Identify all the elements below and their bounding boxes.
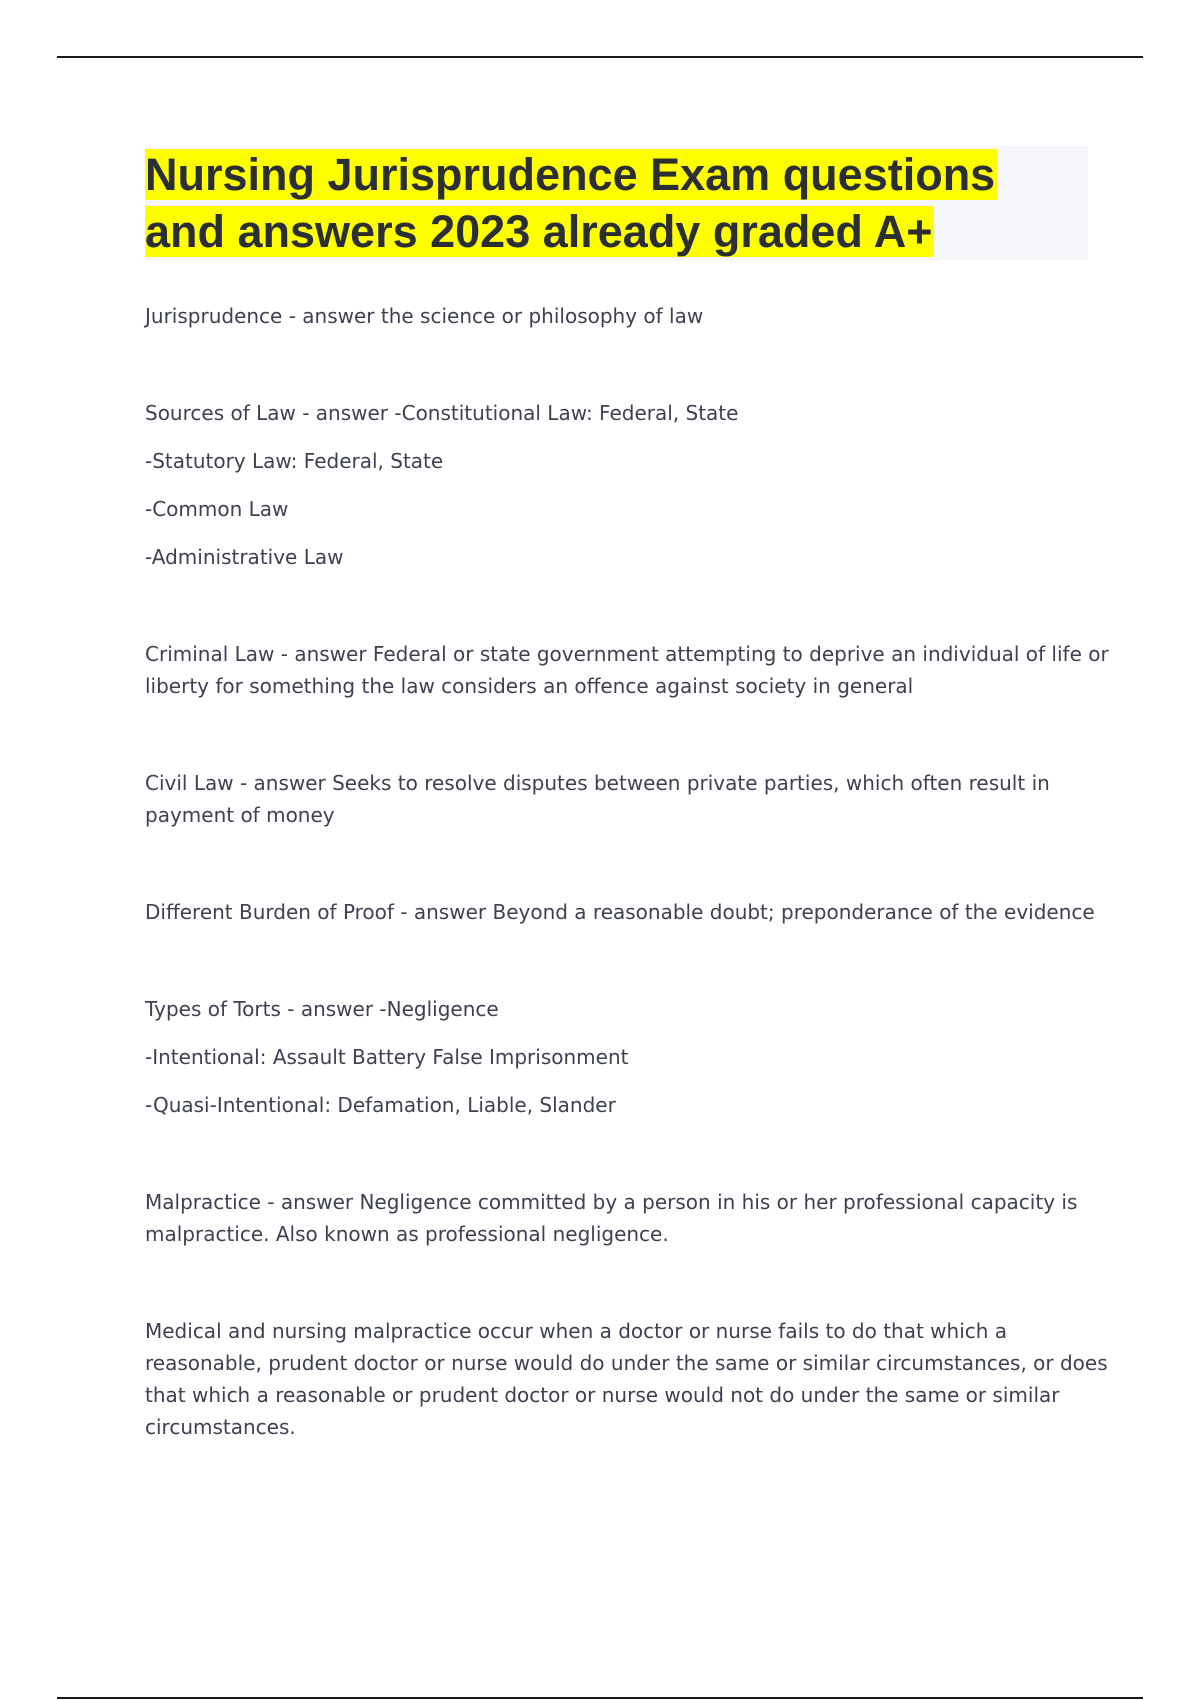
- medical-malpractice-line-2: reasonable, prudent doctor or nurse would do under the same or similar circumstances, or does: [145, 1351, 1108, 1375]
- entry-civil-law: [145, 767, 1095, 831]
- title-line-1: Nursing Jurisprudence Exam questions: [145, 149, 996, 200]
- malpractice-line-2: malpractice. Also known as professional negligence.: [145, 1222, 669, 1246]
- medical-malpractice-line-4: circumstances.: [145, 1415, 296, 1439]
- sources-line-4: -Administrative Law: [145, 545, 344, 569]
- entry-jurisprudence: Jurisprudence - answer the science or philosophy of law: [145, 304, 704, 328]
- torts-line-3: -Quasi-Intentional: Defamation, Liable, Slander: [145, 1093, 616, 1117]
- sources-line-3: -Common Law: [145, 497, 289, 521]
- torts-line-2: -Intentional: Assault Battery False Imprisonment: [145, 1045, 629, 1069]
- criminal-law-line-1: Criminal Law - answer Federal or state government attempting to deprive an individual of life or: [145, 642, 1109, 666]
- entry-criminal-law: [145, 638, 1109, 702]
- civil-law-line-1: Civil Law - answer Seeks to resolve disputes between private parties, which often result in: [145, 771, 1050, 795]
- entry-medical-malpractice: [145, 1315, 1108, 1443]
- sources-line-1: Sources of Law - answer -Constitutional Law: Federal, State: [145, 401, 739, 425]
- title-block: [145, 146, 1088, 260]
- entry-types-of-torts: [145, 993, 1095, 1121]
- sources-line-2: -Statutory Law: Federal, State: [145, 449, 444, 473]
- entry-sources-of-law: [145, 397, 1095, 573]
- civil-law-line-2: payment of money: [145, 803, 335, 827]
- medical-malpractice-line-3: that which a reasonable or prudent doctor or nurse would not do under the same or similar: [145, 1383, 1060, 1407]
- top-rule: [57, 56, 1143, 58]
- medical-malpractice-line-1: Medical and nursing malpractice occur when a doctor or nurse fails to do that which a: [145, 1319, 1008, 1343]
- document-title: [145, 146, 1088, 260]
- bottom-rule: [57, 1697, 1143, 1699]
- torts-line-1: Types of Torts - answer -Negligence: [145, 997, 499, 1021]
- criminal-law-line-2: liberty for something the law considers an offence against society in general: [145, 674, 914, 698]
- malpractice-line-1: Malpractice - answer Negligence committed by a person in his or her professional capacity is: [145, 1190, 1078, 1214]
- entry-malpractice: [145, 1186, 1095, 1250]
- title-line-2: and answers 2023 already graded A+: [145, 206, 933, 257]
- entry-burden-of-proof: Different Burden of Proof - answer Beyond a reasonable doubt; preponderance of the evidence: [145, 900, 1095, 924]
- document-body: [145, 300, 1109, 1443]
